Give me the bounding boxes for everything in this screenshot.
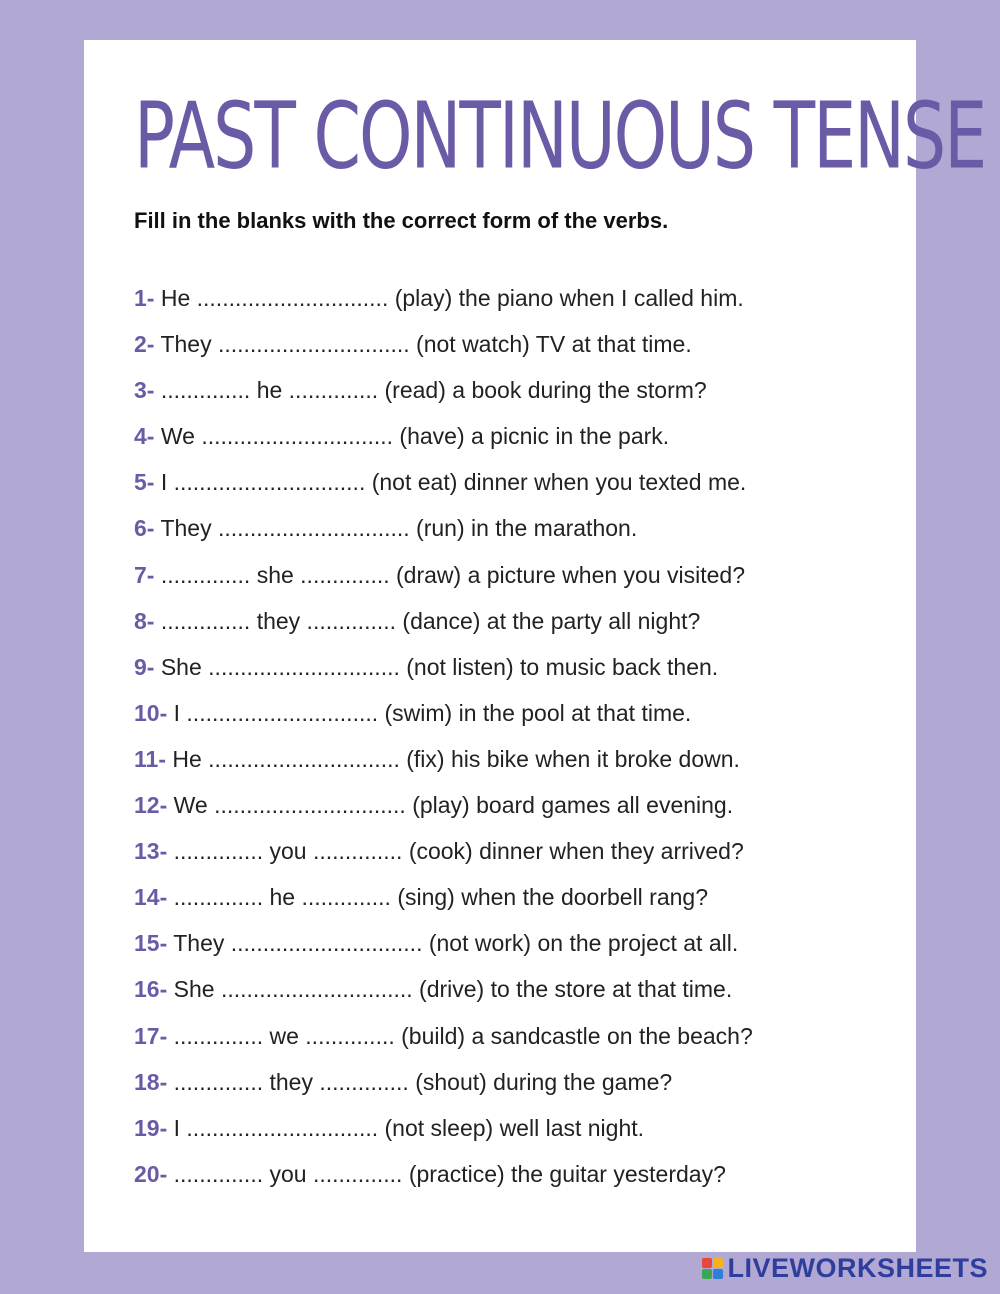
exercise-item	[134, 879, 753, 925]
liveworksheets-logo[interactable]	[702, 1253, 988, 1284]
logo-square-red	[702, 1258, 712, 1268]
exercise-sentence: .............. you .............. (practice) the guitar yesterday?	[173, 1160, 726, 1187]
exercise-item	[134, 557, 753, 603]
exercise-sentence: We .............................. (play) board games all evening.	[173, 792, 734, 819]
exercise-number: 14-	[134, 884, 168, 911]
exercise-sentence: He .............................. (play) the piano when I called him.	[160, 285, 744, 311]
exercise-number: 9-	[134, 653, 155, 680]
exercise-sentence: .............. we .............. (build) a sandcastle on the beach?	[173, 1022, 753, 1049]
exercise-list	[134, 280, 753, 1202]
logo-square-green	[702, 1269, 712, 1279]
exercise-number: 3-	[134, 377, 155, 404]
exercise-sentence: They .............................. (not watch) TV at that time.	[160, 331, 692, 358]
exercise-item	[134, 1064, 753, 1110]
exercise-sentence: She .............................. (drive) to the store at that time.	[173, 976, 733, 1003]
exercise-item	[134, 464, 753, 510]
exercise-number: 13-	[134, 838, 168, 865]
logo-square-blue	[713, 1269, 723, 1279]
exercise-item	[134, 510, 753, 556]
logo-text: LIVEWORKSHEETS	[727, 1253, 988, 1283]
exercise-sentence: .............. they .............. (dance) at the party all night?	[160, 607, 701, 634]
exercise-number: 2-	[134, 331, 155, 358]
exercise-item	[134, 971, 753, 1017]
exercise-number: 11-	[134, 745, 166, 772]
worksheet-page	[84, 40, 986, 1252]
exercise-number: 8-	[134, 607, 155, 634]
exercise-number: 19-	[134, 1114, 168, 1141]
exercise-sentence: We .............................. (have) a picnic in the park.	[160, 423, 670, 450]
exercise-sentence: I .............................. (not eat) dinner when you texted me.	[160, 469, 747, 496]
exercise-item	[134, 741, 753, 787]
logo-square-yellow	[713, 1258, 723, 1268]
exercise-sentence: They .............................. (not work) on the project at all.	[173, 930, 739, 957]
exercise-item	[134, 1110, 753, 1156]
exercise-number: 5-	[134, 469, 155, 496]
exercise-item	[134, 649, 753, 695]
exercise-sentence: .............. you .............. (cook) dinner when they arrived?	[173, 838, 744, 865]
page-title: PAST CONTINUOUS TENSE	[134, 83, 986, 191]
exercise-number: 18-	[134, 1068, 168, 1095]
exercise-number: 16-	[134, 976, 168, 1003]
exercise-item	[134, 925, 753, 971]
exercise-item	[134, 787, 753, 833]
exercise-item	[134, 1018, 753, 1064]
exercise-item	[134, 280, 753, 326]
exercise-number: 15-	[134, 930, 168, 957]
liveworksheets-logo-icon	[702, 1258, 723, 1279]
exercise-item	[134, 833, 753, 879]
exercise-item	[134, 603, 753, 649]
exercise-sentence: I .............................. (not sleep) well last night.	[173, 1114, 645, 1141]
instruction-text: Fill in the blanks with the correct form of the verbs.	[134, 208, 669, 233]
exercise-number: 1-	[134, 285, 155, 311]
exercise-number: 7-	[134, 561, 155, 588]
exercise-sentence: .............. he .............. (sing) when the doorbell rang?	[173, 884, 709, 911]
exercise-sentence: .............. he .............. (read) a book during the storm?	[160, 377, 707, 404]
exercise-sentence: .............. they .............. (shout) during the game?	[173, 1068, 673, 1095]
exercise-number: 4-	[134, 423, 155, 450]
exercise-sentence: He .............................. (fix) his bike when it broke down.	[172, 745, 740, 772]
exercise-number: 12-	[134, 792, 168, 819]
exercise-item	[134, 418, 753, 464]
exercise-sentence: They .............................. (run) in the marathon.	[160, 515, 638, 542]
exercise-sentence: .............. she .............. (draw) a picture when you visited?	[160, 561, 746, 588]
exercise-number: 6-	[134, 515, 155, 542]
exercise-item	[134, 1156, 753, 1202]
exercise-number: 17-	[134, 1022, 168, 1049]
exercise-item	[134, 372, 753, 418]
exercise-item	[134, 326, 753, 372]
exercise-number: 10-	[134, 699, 168, 726]
exercise-number: 20-	[134, 1160, 168, 1187]
exercise-sentence: I .............................. (swim) in the pool at that time.	[173, 699, 692, 726]
exercise-item	[134, 695, 753, 741]
exercise-sentence: She .............................. (not listen) to music back then.	[160, 653, 719, 680]
